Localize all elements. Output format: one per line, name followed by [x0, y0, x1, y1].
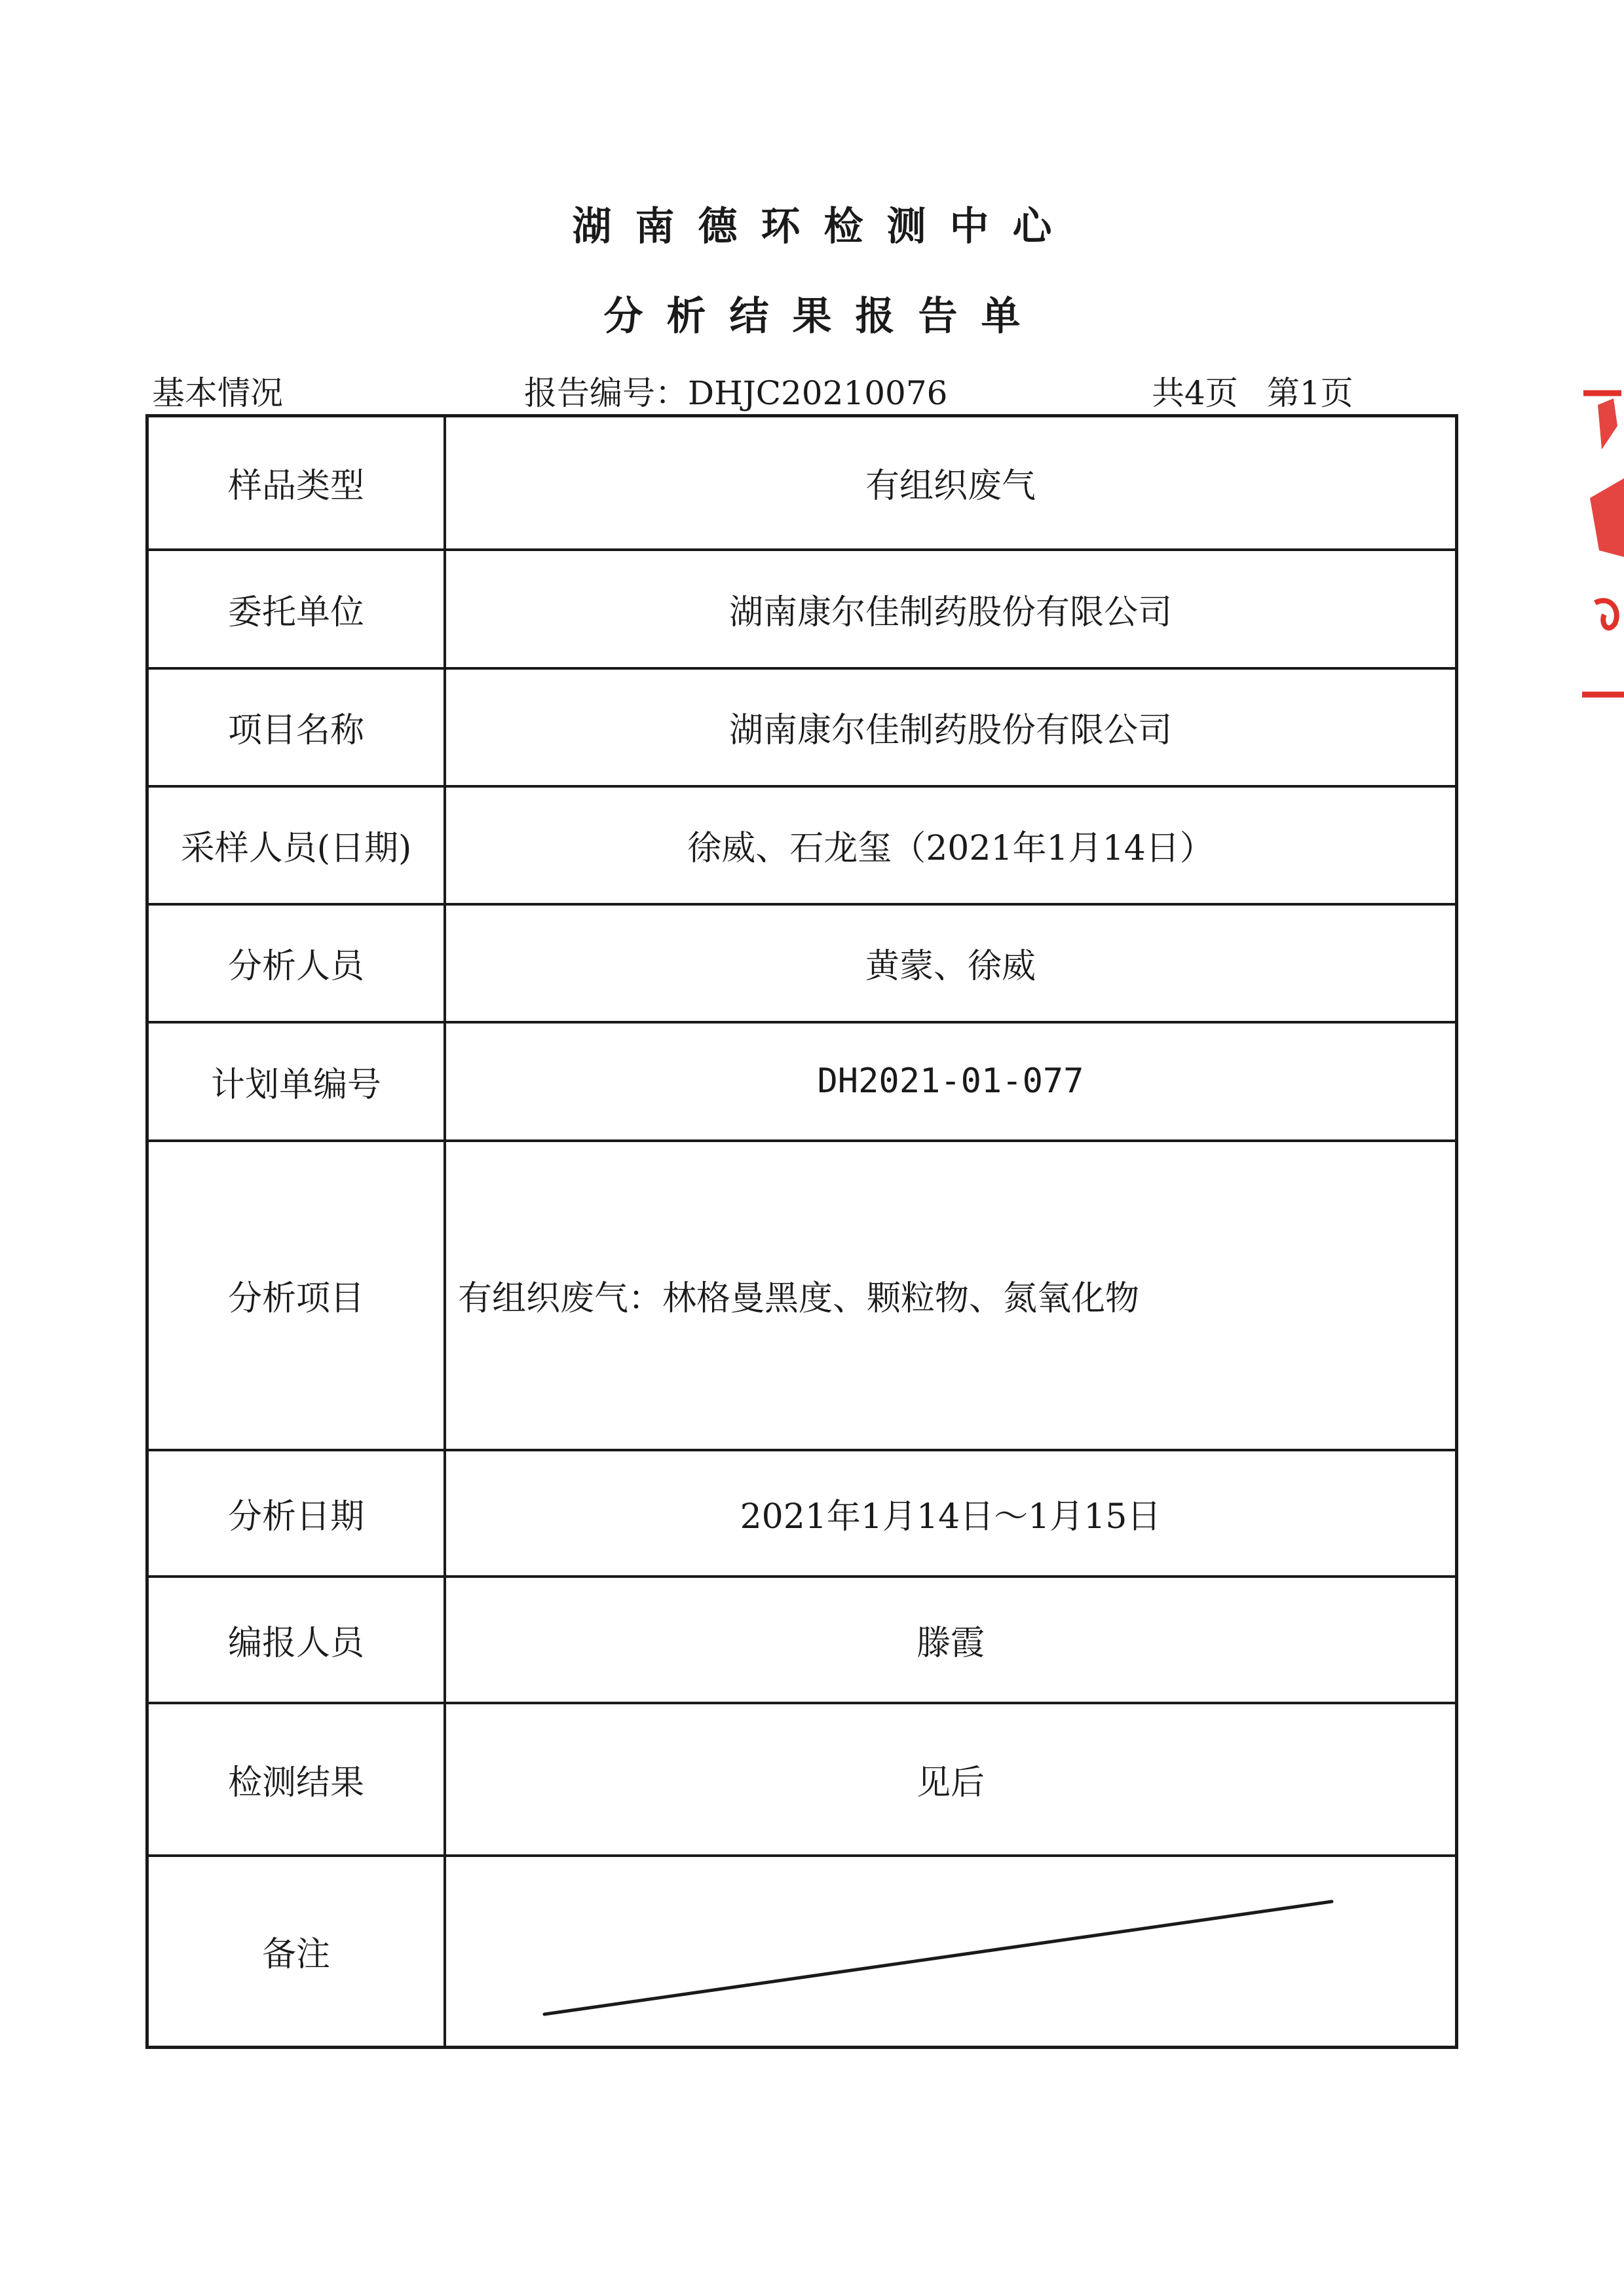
report-info-table — [145, 414, 1458, 2049]
table-row — [147, 904, 1457, 1022]
row-label: 分析项目 — [147, 1141, 445, 1450]
row-value: 徐威、石龙玺（2021年1月14日） — [445, 786, 1457, 904]
total-pages: 共4页 — [1152, 374, 1238, 412]
table-row — [147, 1577, 1457, 1703]
table-row — [147, 1856, 1457, 2048]
row-label: 计划单编号 — [147, 1022, 445, 1141]
section-label: 基本情况 — [152, 374, 283, 412]
row-value: 2021年1月14日～1月15日 — [445, 1450, 1457, 1577]
row-value: 湖南康尔佳制药股份有限公司 — [445, 668, 1457, 786]
row-label: 采样人员(日期) — [147, 786, 445, 904]
row-value: DH2021-01-077 — [445, 1022, 1457, 1141]
row-label: 分析人员 — [147, 904, 445, 1022]
strike-through-line — [446, 1857, 1462, 2049]
page-indicator — [1152, 367, 1353, 414]
table-row — [147, 416, 1457, 550]
table-row — [147, 550, 1457, 668]
row-value: 有组织废气 — [445, 416, 1457, 550]
row-label: 备注 — [147, 1856, 445, 2048]
organization-title: 湖南德环检测中心 — [572, 204, 1076, 250]
table-row — [147, 1703, 1457, 1856]
row-value: 有组织废气：林格曼黑度、颗粒物、氮氧化物 — [445, 1141, 1457, 1450]
table-row — [147, 1141, 1457, 1450]
table-row — [147, 1022, 1457, 1141]
row-label: 编报人员 — [147, 1577, 445, 1703]
table-row — [147, 668, 1457, 786]
row-value: 滕霞 — [445, 1577, 1457, 1703]
row-label: 委托单位 — [147, 550, 445, 668]
row-label: 检测结果 — [147, 1703, 445, 1856]
row-label: 分析日期 — [147, 1450, 445, 1577]
stamp-fragment — [1576, 387, 1624, 714]
row-label: 项目名称 — [147, 668, 445, 786]
report-number: 报告编号：DHJC20210076 — [524, 374, 948, 412]
document-title: 分析结果报告单 — [603, 294, 1044, 339]
page-number: 第1页 — [1266, 374, 1353, 412]
row-value: 黄蒙、徐威 — [445, 904, 1457, 1022]
row-value: 湖南康尔佳制药股份有限公司 — [445, 550, 1457, 668]
table-row — [147, 786, 1457, 904]
row-value: 见后 — [445, 1703, 1457, 1856]
table-row — [147, 1450, 1457, 1577]
notes-cell — [445, 1856, 1457, 2048]
row-label: 样品类型 — [147, 416, 445, 550]
